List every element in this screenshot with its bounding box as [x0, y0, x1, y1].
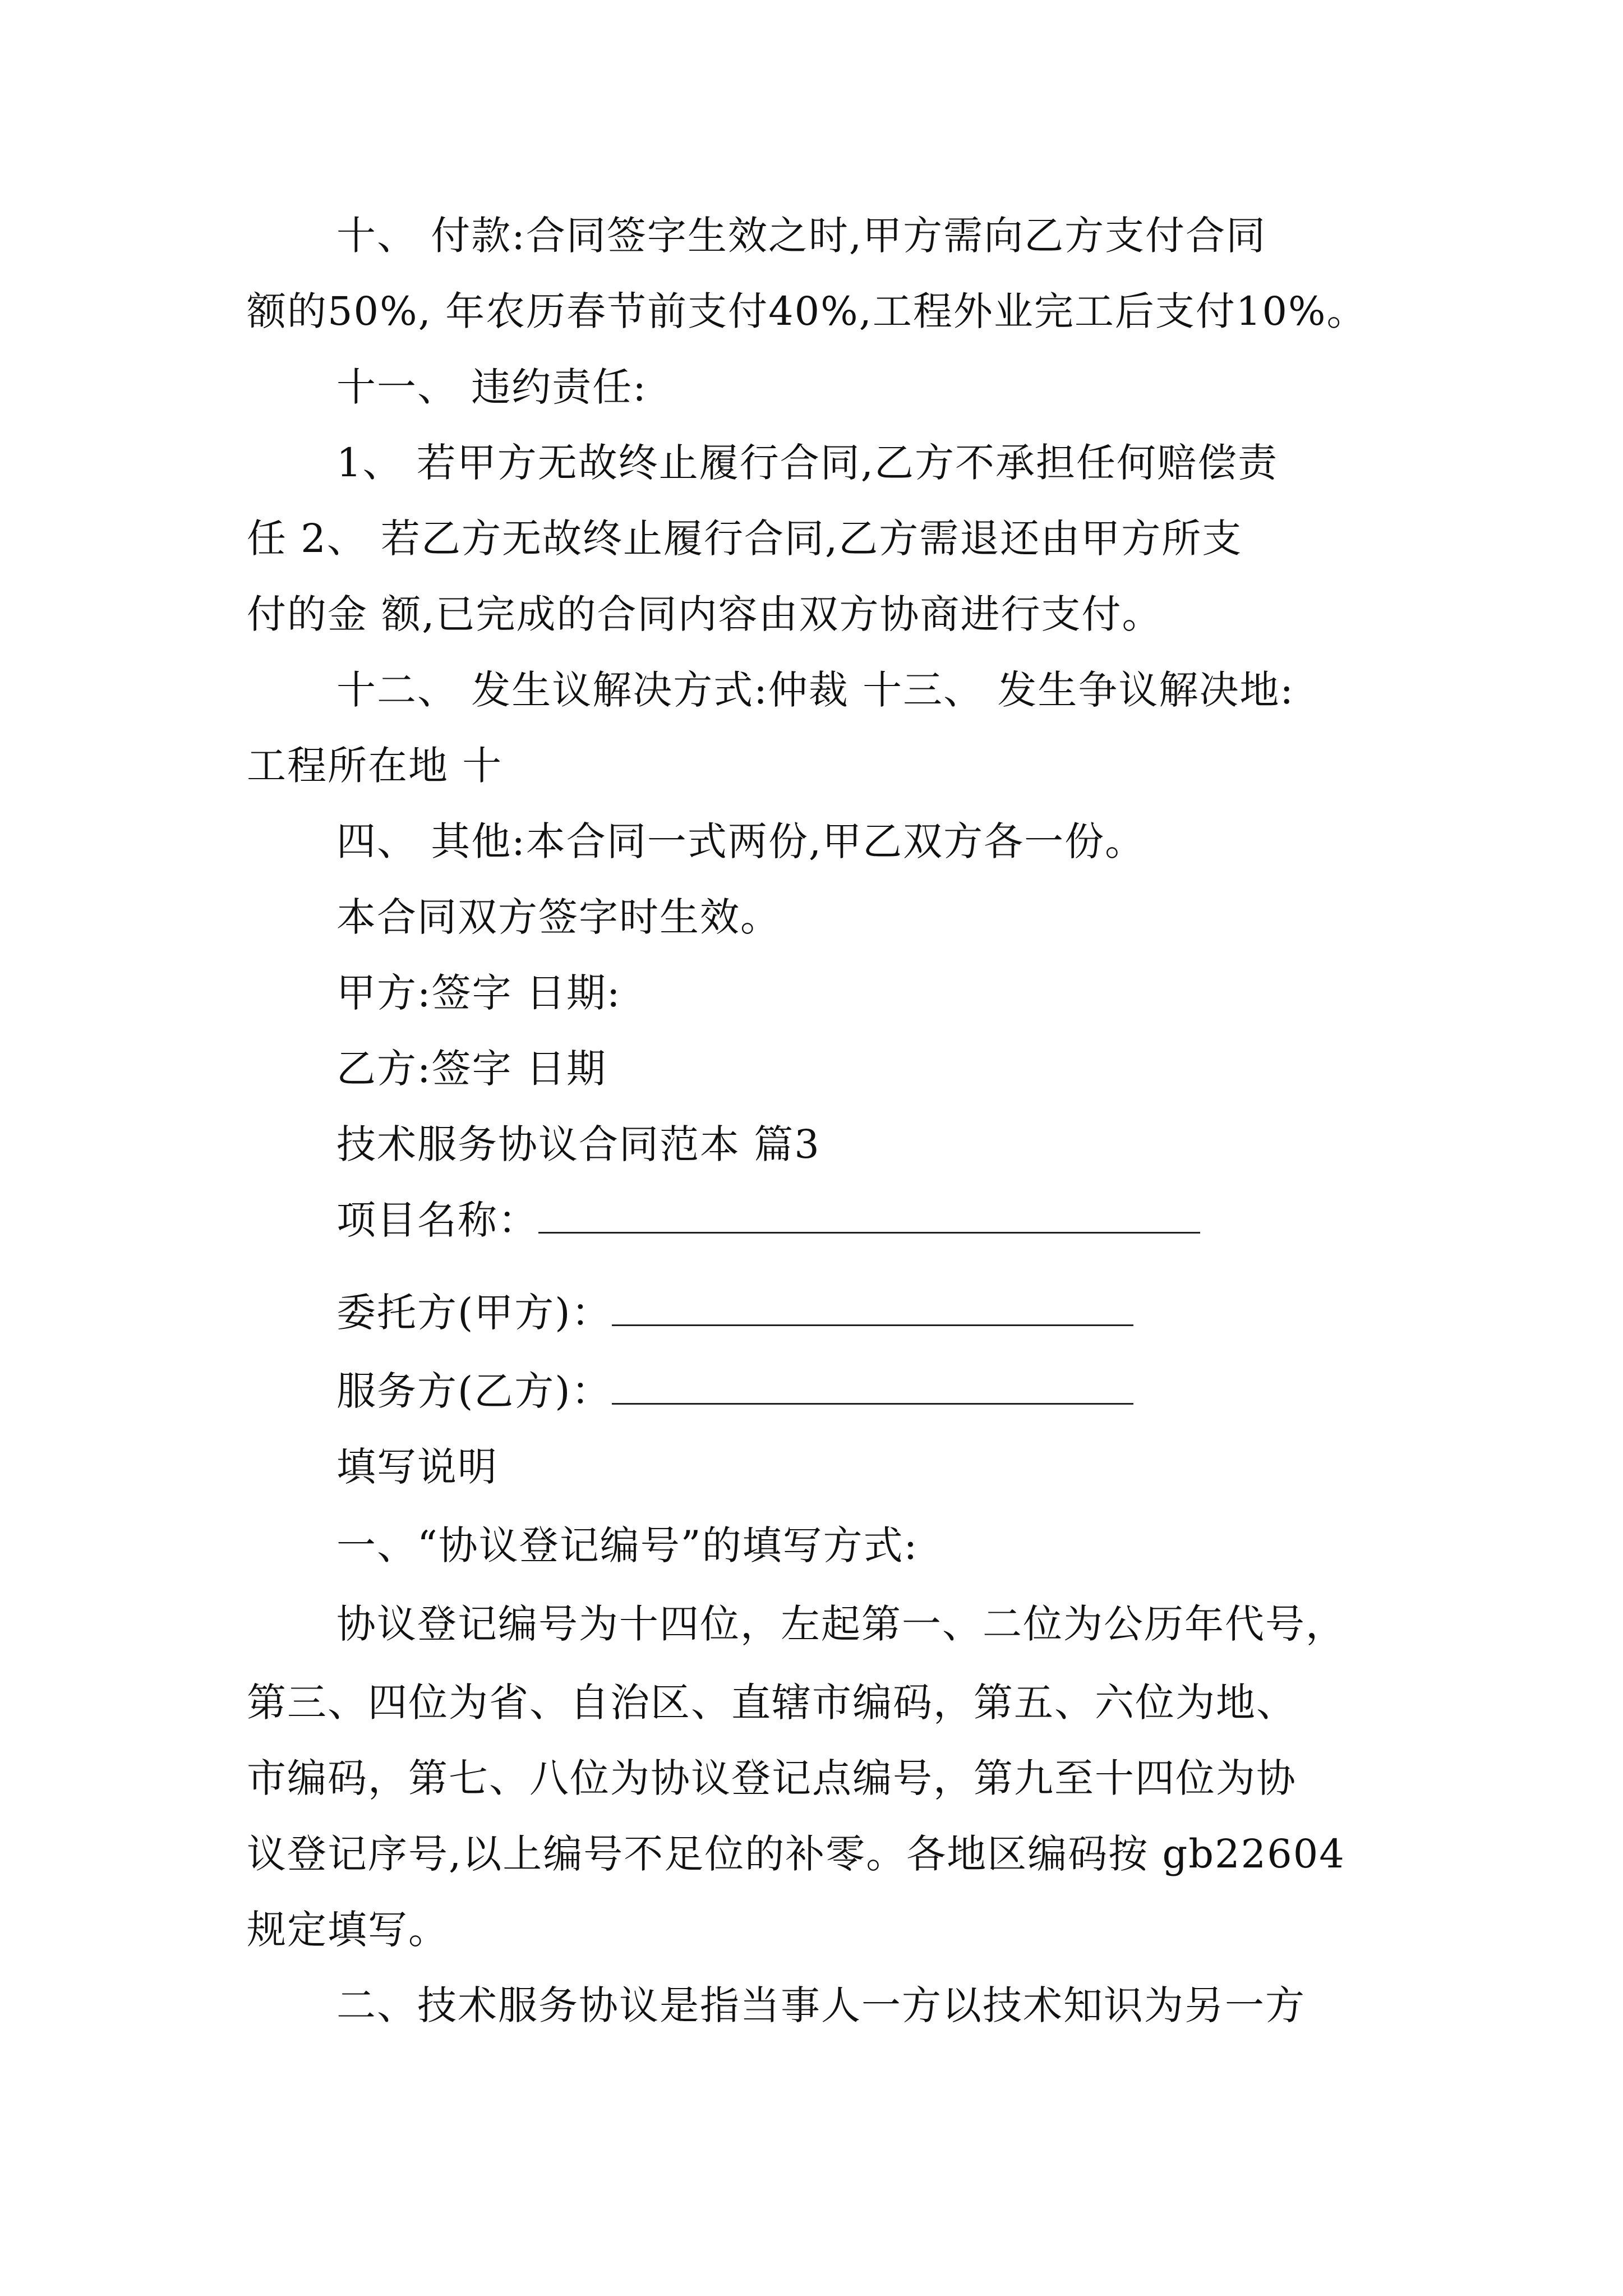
instruction-item-1-line-3: 市编码，第七、八位为协议登记点编号，第九至十四位为协: [247, 1755, 1297, 1801]
dispute-clause-line-1: 十二、 发生议解决方式:仲裁 十三、 发生争议解决地:: [336, 667, 1294, 713]
project-name-field: [336, 1192, 1200, 1248]
provider-blank: [612, 1370, 1133, 1405]
instruction-item-1-line-2: 第三、四位为省、自治区、直辖市编码，第五、六位为地、: [247, 1680, 1297, 1726]
instruction-item-1-line-5: 规定填写。: [247, 1907, 449, 1953]
party-a-signature-line: 甲方:签字 日期:: [336, 970, 621, 1016]
party-b-signature-line: 乙方:签字 日期: [336, 1046, 607, 1092]
client-field: [336, 1285, 1133, 1341]
instruction-item-1-line-1: 协议登记编号为十四位，左起第一、二位为公历年代号，: [336, 1601, 1346, 1647]
instruction-item-2-line-1: 二、技术服务协议是指当事人一方以技术知识为另一方: [336, 1982, 1306, 2028]
other-clause: 四、 其他:本合同一式两份,甲乙双方各一份。: [336, 818, 1146, 864]
provider-label: 服务方(乙方)：: [336, 1368, 612, 1414]
payment-clause-line-2: 额的50%, 年农历春节前支付40%,工程外业完工后支付10%。: [247, 288, 1367, 334]
breach-item-line-1: 1、 若甲方无故终止履行合同,乙方不承担任何赔偿责: [336, 440, 1279, 486]
breach-item-line-3: 付的金 额,已完成的合同内容由双方协商进行支付。: [247, 591, 1163, 637]
client-blank: [612, 1292, 1133, 1326]
breach-heading: 十一、 违约责任:: [336, 364, 647, 410]
breach-item-line-2: 任 2、 若乙方无故终止履行合同,乙方需退还由甲方所支: [247, 516, 1243, 562]
instruction-item-1-line-4: 议登记序号,以上编号不足位的补零。各地区编码按 gb22604: [247, 1831, 1345, 1877]
instructions-heading: 填写说明: [336, 1444, 498, 1490]
provider-field: [336, 1363, 1133, 1419]
client-label: 委托方(甲方)：: [336, 1290, 612, 1336]
dispute-clause-line-2: 工程所在地 十: [247, 743, 503, 789]
payment-clause-line-1: 十、 付款:合同签字生效之时,甲方需向乙方支付合同: [336, 213, 1267, 259]
project-name-blank: [538, 1199, 1200, 1234]
project-name-label: 项目名称：: [336, 1197, 538, 1243]
effective-clause: 本合同双方签字时生效。: [336, 894, 781, 940]
section-title: 技术服务协议合同范本 篇3: [336, 1121, 820, 1167]
instruction-item-1-title: 一、“协议登记编号”的填写方式:: [336, 1522, 919, 1568]
